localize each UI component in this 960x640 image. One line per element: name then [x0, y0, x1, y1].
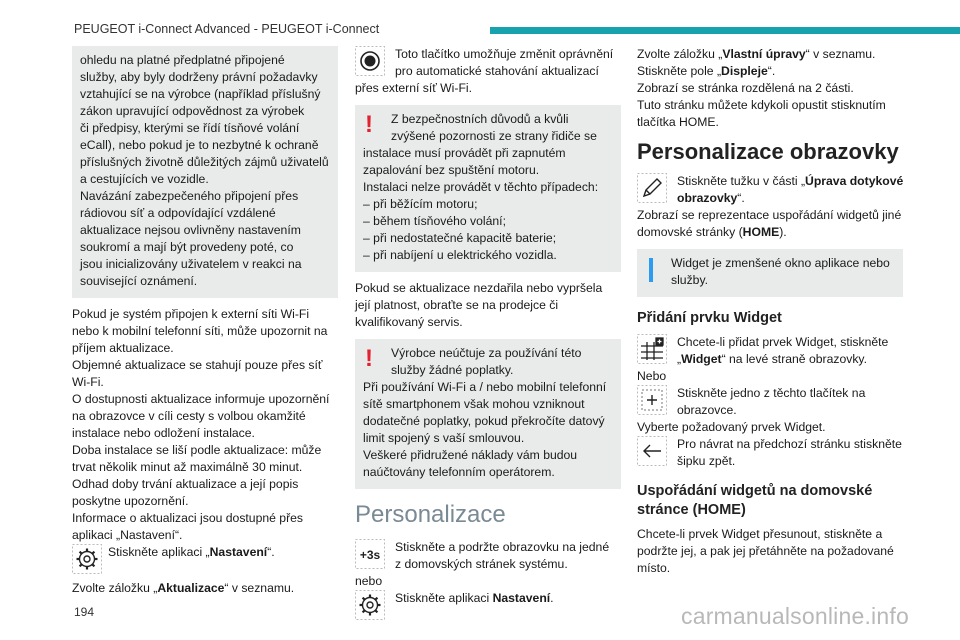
or-text: nebo	[355, 574, 383, 588]
section-heading-personalization: Personalizace	[355, 501, 506, 528]
touch-hold-3s-icon	[355, 539, 385, 569]
privacy-note-box	[72, 46, 338, 298]
text-line: na obrazovce v cíli cesty s volbou okamžité	[72, 409, 306, 423]
warn-line: Veškeré přidružené náklady vám budou	[363, 448, 578, 462]
text-line: Informace o aktualizaci jsou dostupné přes	[72, 511, 304, 525]
box-line: ohledu na platné předplatné připojené	[80, 53, 285, 67]
radio-line: Toto tlačítko umožňuje změnit oprávnění	[395, 47, 614, 61]
info-box-widget	[637, 249, 903, 297]
section-heading-screen-personalization: Personalizace obrazovky	[637, 139, 899, 164]
text-line: poskytne upozornění.	[72, 494, 189, 508]
subheading-add-widget: Přidání prvku Widget	[637, 310, 782, 326]
rep-l2-pre: domovské stránky (	[637, 225, 743, 239]
gear-icon	[355, 590, 385, 620]
settings-instruction-2	[355, 590, 621, 607]
back-line: šipku zpět.	[677, 454, 736, 468]
warn-line: – při nabíjení u elektrického vozidla.	[363, 248, 557, 262]
pencil-l1-bold: Úprava dotykové	[805, 174, 904, 188]
text-line: instalace nebo odložení instalace.	[72, 426, 255, 440]
text-line: tlačítka HOME.	[637, 115, 719, 129]
pencil-icon	[637, 173, 667, 203]
back-line: Pro návrat na předchozí stránku stiskněte	[677, 437, 902, 451]
text-line: podržte jej, a pak jej přetáhněte na požadované	[637, 544, 894, 558]
intro-l2-pre: Stiskněte pole „	[637, 64, 722, 78]
text-line: příjem aktualizace.	[72, 341, 174, 355]
warning-box-fees	[355, 339, 621, 489]
displays-field-label: Displeje	[721, 64, 768, 78]
add-l2-post: “ na levé straně obrazovky.	[721, 352, 867, 366]
box-line: či předpisy, kterými se řídí tísňové volání	[80, 121, 300, 135]
plus-line: Stiskněte jedno z těchto tlačítek na	[677, 386, 866, 400]
box-line: vztahující se na výrobce (například příslušný	[80, 87, 321, 101]
running-header: PEUGEOT i-Connect Advanced - PEUGEOT i-Connect	[74, 22, 380, 36]
move-widget-paragraph	[637, 526, 903, 577]
representation-paragraph	[637, 207, 903, 241]
pencil-instruction	[637, 173, 903, 207]
warn-line: Při používání Wi-Fi a / nebo mobilní telefonní	[363, 380, 607, 394]
box-line: Navázání zabezpečeného připojení přes	[80, 189, 299, 203]
warning-icon: !	[365, 345, 373, 372]
tab-post: “ v seznamu.	[224, 581, 295, 595]
warn-line: sítě smartphonem však mohou vzniknout	[363, 397, 585, 411]
warn-line: instalace musí provádět při zapnutém	[363, 146, 566, 160]
settings-label: Nastavení	[209, 545, 268, 559]
plus-icon	[637, 385, 667, 415]
text-line: Wi-Fi.	[72, 375, 104, 389]
update-info-paragraph	[72, 306, 338, 597]
text-line: Chcete-li prvek Widget přesunout, stiskněte a	[637, 527, 883, 541]
widget-label: Widget	[681, 352, 722, 366]
warn-line: limit spojený s vaší smlouvou.	[363, 431, 525, 445]
warn-line: naúčtovány telefonním operátorem.	[363, 465, 555, 479]
text-line: místo.	[637, 561, 671, 575]
add-widget-instruction	[637, 334, 903, 368]
pencil-l2-post: “.	[737, 191, 745, 205]
warn-line: dodatečné poplatky, pokud překročíte datový	[363, 414, 605, 428]
subheading-arrange-widgets: Uspořádání widgetů na domovské stránce (HOME)	[637, 483, 873, 518]
home-label: HOME	[742, 225, 780, 239]
text-line: nebo k mobilní telefonní síti, může upozornit na	[72, 324, 328, 338]
warn-line: – při nedostatečné kapacitě baterie;	[363, 231, 557, 245]
box-line: příslušných životně důležitých zájmů uživatelů	[80, 155, 329, 169]
column-left	[72, 46, 338, 605]
settings-post: “.	[267, 545, 275, 559]
updates-tab-label: Aktualizace	[157, 581, 225, 595]
intro-l1-post: “ v seznamu.	[805, 47, 876, 61]
add-line: Chcete-li přidat prvek Widget, stiskněte	[677, 335, 889, 349]
text-line: Pokud se aktualizace nezdařila nebo vypršela	[355, 281, 603, 295]
settings-instruction	[72, 544, 338, 578]
header-accent-bar	[490, 27, 960, 34]
warn-line: zapalování bez spuštění motoru.	[363, 163, 540, 177]
or-text: Nebo	[637, 369, 667, 383]
plus-line: obrazovce.	[677, 403, 737, 417]
gear-icon	[72, 544, 102, 574]
intro-paragraph	[637, 46, 903, 131]
box-line: soukromí a mají být provedeny poté, co	[80, 240, 294, 254]
box-line: zákon upravující odpovědnost za výrobek	[80, 104, 305, 118]
radio-instruction	[355, 46, 621, 80]
custom-tab-label: Vlastní úpravy	[722, 47, 806, 61]
settings-pre: Stiskněte aplikaci „	[108, 545, 210, 559]
warn-line: – při běžícím motoru;	[363, 197, 478, 211]
back-arrow-icon	[637, 436, 667, 466]
add-l2-pre: „	[677, 352, 682, 366]
text-line: aplikaci „Nastavení“.	[72, 528, 183, 542]
warn-line: služby žádné poplatky.	[391, 363, 514, 377]
text-line: Objemné aktualizace se stahují pouze přes síť	[72, 358, 323, 372]
text-line: O dostupnosti aktualizace informuje upozornění	[72, 392, 330, 406]
hold-instruction	[355, 539, 621, 573]
text-line: Zobrazí se stránka rozdělená na 2 části.	[637, 81, 854, 95]
text-line: její platnost, obraťte se na prodejce či	[355, 298, 559, 312]
select-widget-line: Vyberte požadovaný prvek Widget.	[637, 420, 826, 434]
back-instruction	[637, 436, 903, 470]
settings2-post: .	[550, 591, 554, 605]
box-line: související oznámení.	[80, 274, 198, 288]
warn-line: Instalaci nelze provádět v těchto případech:	[363, 180, 599, 194]
text-line: Doba instalace se liší podle aktualizace: může	[72, 443, 322, 457]
intro-l1-pre: Zvolte záložku „	[637, 47, 723, 61]
pencil-l2-bold: obrazovky	[677, 191, 738, 205]
text-line: kvalifikovaný servis.	[355, 315, 463, 329]
warn-line: – během tísňového volání;	[363, 214, 506, 228]
info-line: služby.	[671, 273, 709, 287]
info-icon	[649, 258, 653, 282]
settings2-label: Nastavení	[492, 591, 551, 605]
text-line: Tuto stránku můžete kdykoli opustit stisknutím	[637, 98, 886, 112]
hold-line: z domovských stránek systému.	[395, 557, 568, 571]
page-number: 194	[74, 605, 95, 619]
warn-line: Výrobce neúčtuje za používání této	[391, 346, 582, 360]
hold-line: Stiskněte a podržte obrazovku na jedné	[395, 540, 610, 554]
radio-button-icon	[355, 46, 385, 76]
warning-icon: !	[365, 111, 373, 138]
box-line: eCall), nebo pokud je to nezbytné k ochraně	[80, 138, 319, 152]
text-line: Odhad doby trvání aktualizace a její popis	[72, 477, 299, 491]
box-line: aktualizace nejsou ovlivněny nastavením	[80, 223, 301, 237]
warn-line: Z bezpečnostních důvodů a kvůli	[391, 112, 569, 126]
watermark: carmanualsonline.info	[681, 603, 909, 629]
hold-icon-text: +3s	[359, 548, 381, 562]
text-line: Zobrazí se reprezentace uspořádání widgetů jiné	[637, 208, 902, 222]
warn-line: zvýšené pozornosti ze strany řidiče se	[391, 129, 597, 143]
expired-update-paragraph	[355, 280, 621, 331]
column-middle	[355, 46, 621, 607]
box-line: služby, aby byly dodrženy právní požadavky	[80, 70, 318, 84]
widget-grid-icon	[637, 334, 667, 364]
settings2-pre: Stiskněte aplikaci	[395, 591, 493, 605]
rep-l2-post: ).	[779, 225, 787, 239]
text-line: Pokud je systém připojen k externí síti Wi-Fi	[72, 307, 310, 321]
text-line: trvat několik minut až maximálně 30 minut.	[72, 460, 303, 474]
warning-box-installation	[355, 105, 621, 272]
radio-line: pro automatické stahování aktualizací	[395, 64, 599, 78]
radio-line-cont: přes externí síť Wi-Fi.	[355, 81, 472, 95]
column-right	[637, 46, 903, 585]
box-line: a cestujících ve vozidle.	[80, 172, 209, 186]
pencil-l1-pre: Stiskněte tužku v části „	[677, 174, 806, 188]
plus-instruction	[637, 385, 903, 419]
tab-pre: Zvolte záložku „	[72, 581, 158, 595]
box-line: rádiovou síť a odpovídající vzdálené	[80, 206, 276, 220]
intro-l2-post: “.	[767, 64, 776, 78]
box-line: jsou inicializovány uživatelem v reakci na	[80, 257, 302, 271]
info-line: Widget je zmenšené okno aplikace nebo	[671, 256, 890, 270]
